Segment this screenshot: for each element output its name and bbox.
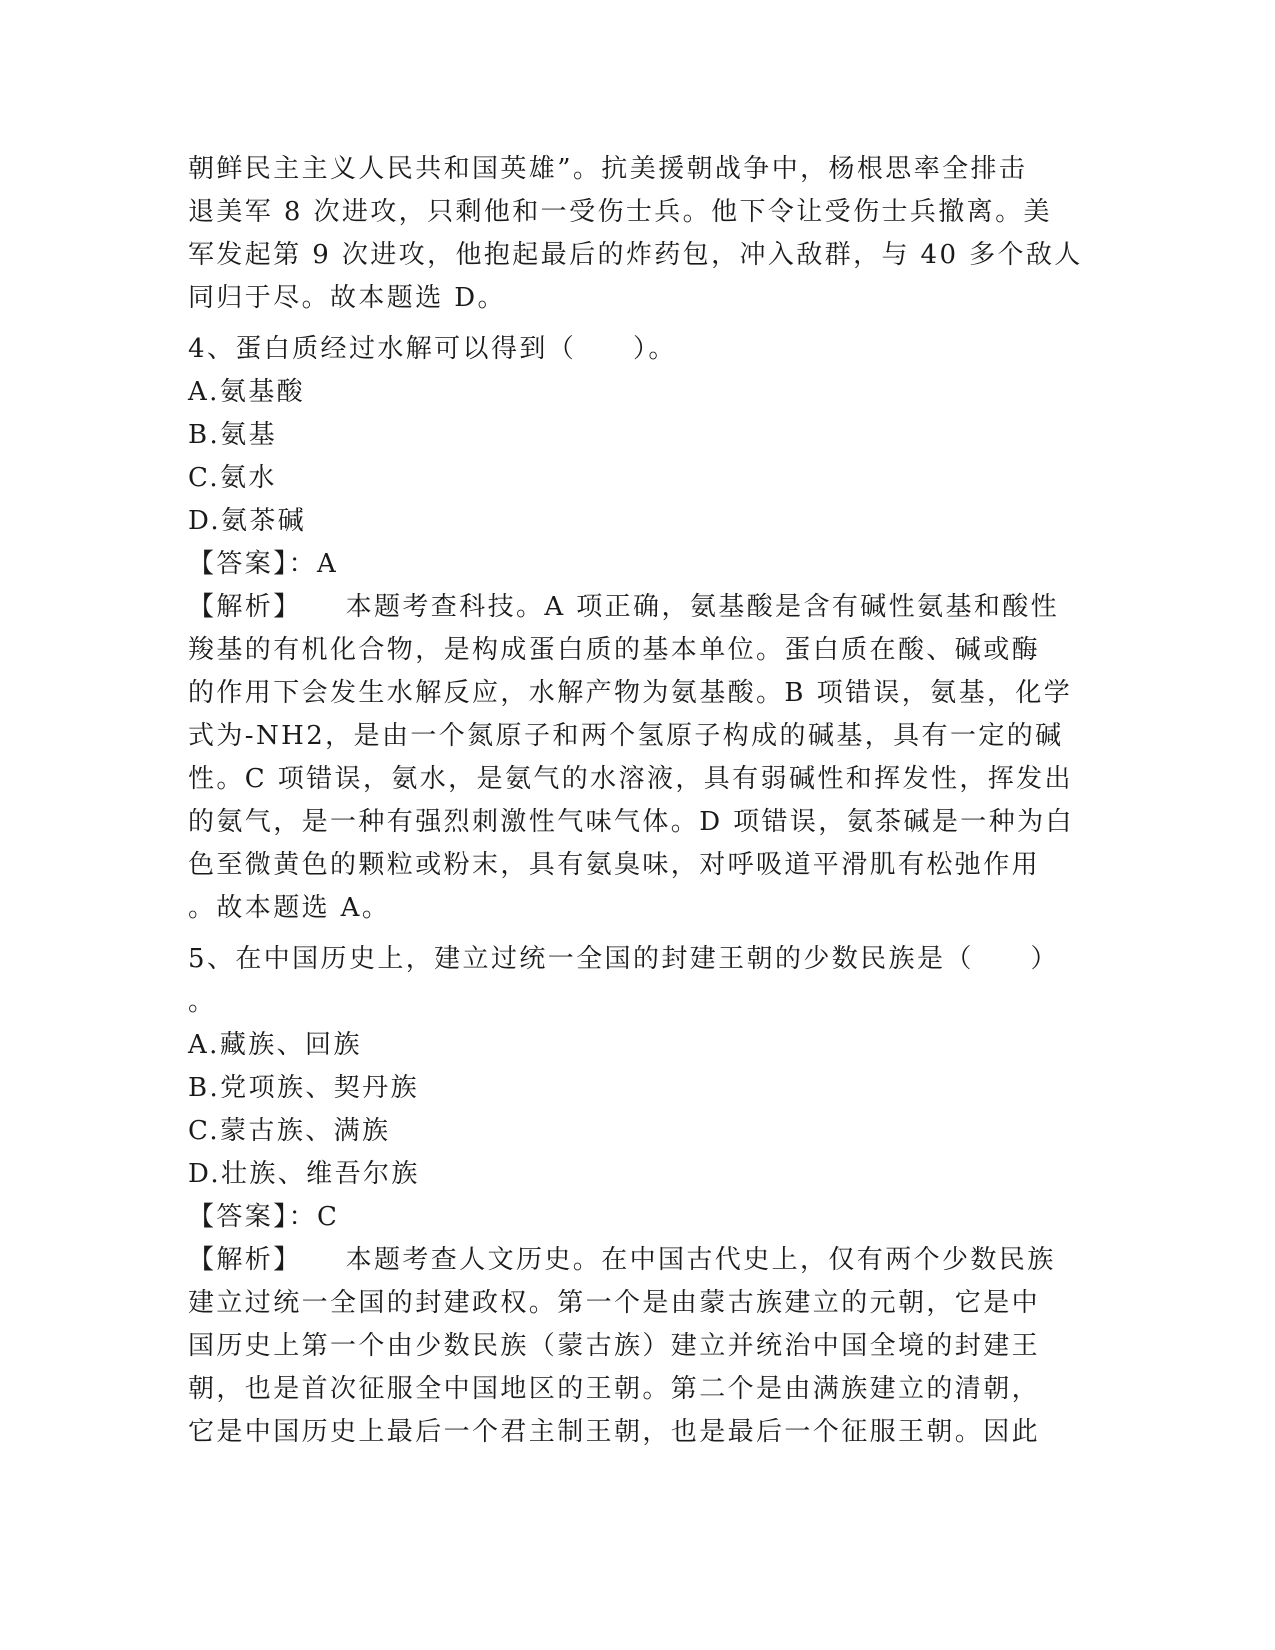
analysis-first-line [188, 586, 1088, 629]
analysis-label: 【解析】 [188, 1245, 302, 1275]
prev-analysis-line: 退美军 8 次进攻，只剩他和一受伤士兵。他下令让受伤士兵撤离。美 [188, 197, 1052, 227]
spacer [188, 930, 1088, 938]
analysis-line: 国历史上第一个由少数民族（蒙古族）建立并统治中国全境的封建王 [188, 1331, 1041, 1361]
prev-analysis-line: 军发起第 9 次进攻，他抱起最后的炸药包，冲入敌群，与 40 多个敌人 [188, 240, 1083, 270]
option-a: A.藏族、回族 [188, 1030, 362, 1060]
analysis-first-line [188, 1239, 1088, 1282]
analysis-line: 式为-NH2，是由一个氮原子和两个氢原子构成的碱基，具有一定的碱 [188, 721, 1064, 751]
option-a: A.氨基酸 [188, 377, 306, 407]
analysis-line: 色至微黄色的颗粒或粉末，具有氨臭味，对呼吸道平滑肌有松弛作用 [188, 850, 1041, 880]
analysis-label: 【解析】 [188, 592, 302, 622]
question-title: 4、蛋白质经过水解可以得到（ ）。 [188, 334, 677, 364]
answer-value: A [317, 549, 339, 579]
analysis-line: 羧基的有机化合物，是构成蛋白质的基本单位。蛋白质在酸、碱或酶 [188, 635, 1041, 665]
option-d: D.氨茶碱 [188, 506, 307, 536]
answer-line [188, 543, 1088, 586]
analysis-line: 的作用下会发生水解反应，水解产物为氨基酸。B 项错误，氨基，化学 [188, 678, 1073, 708]
analysis-text: 本题考查人文历史。在中国古代史上，仅有两个少数民族 [345, 1245, 1056, 1275]
question-title-continuation: 。 [188, 987, 217, 1017]
option-b: B.党项族、契丹族 [188, 1073, 419, 1103]
option-c: C.蒙古族、满族 [188, 1116, 391, 1146]
analysis-line: 它是中国历史上最后一个君主制王朝，也是最后一个征服王朝。因此 [188, 1417, 1041, 1447]
spacer [188, 320, 1088, 328]
analysis-line: 的氨气，是一种有强烈刺激性气味气体。D 项错误，氨茶碱是一种为白 [188, 807, 1074, 837]
prev-analysis-block [188, 148, 1088, 320]
option-b: B.氨基 [188, 420, 277, 450]
analysis-line: 。故本题选 A。 [188, 893, 391, 923]
analysis-line: 朝，也是首次征服全中国地区的王朝。第二个是由满族建立的清朝， [188, 1374, 1041, 1404]
answer-value: C [317, 1202, 340, 1232]
question-4 [188, 328, 1088, 930]
analysis-line: 性。C 项错误，氨水，是氨气的水溶液，具有弱碱性和挥发性，挥发出 [188, 764, 1073, 794]
analysis-line: 建立过统一全国的封建政权。第一个是由蒙古族建立的元朝，它是中 [188, 1288, 1041, 1318]
option-c: C.氨水 [188, 463, 277, 493]
option-d: D.壮族、维吾尔族 [188, 1159, 420, 1189]
question-5 [188, 938, 1088, 1454]
prev-analysis-line: 朝鲜民主主义人民共和国英雄”。抗美援朝战争中，杨根思率全排击 [188, 154, 1028, 184]
answer-line [188, 1196, 1088, 1239]
question-title: 5、在中国历史上，建立过统一全国的封建王朝的少数民族是（ ） [188, 944, 1059, 974]
analysis-text: 本题考查科技。A 项正确，氨基酸是含有碱性氨基和酸性 [345, 592, 1060, 622]
answer-label: 【答案】： [188, 549, 318, 579]
answer-label: 【答案】： [188, 1202, 318, 1232]
document-content [188, 148, 1088, 1454]
prev-analysis-line: 同归于尽。故本题选 D。 [188, 283, 506, 313]
